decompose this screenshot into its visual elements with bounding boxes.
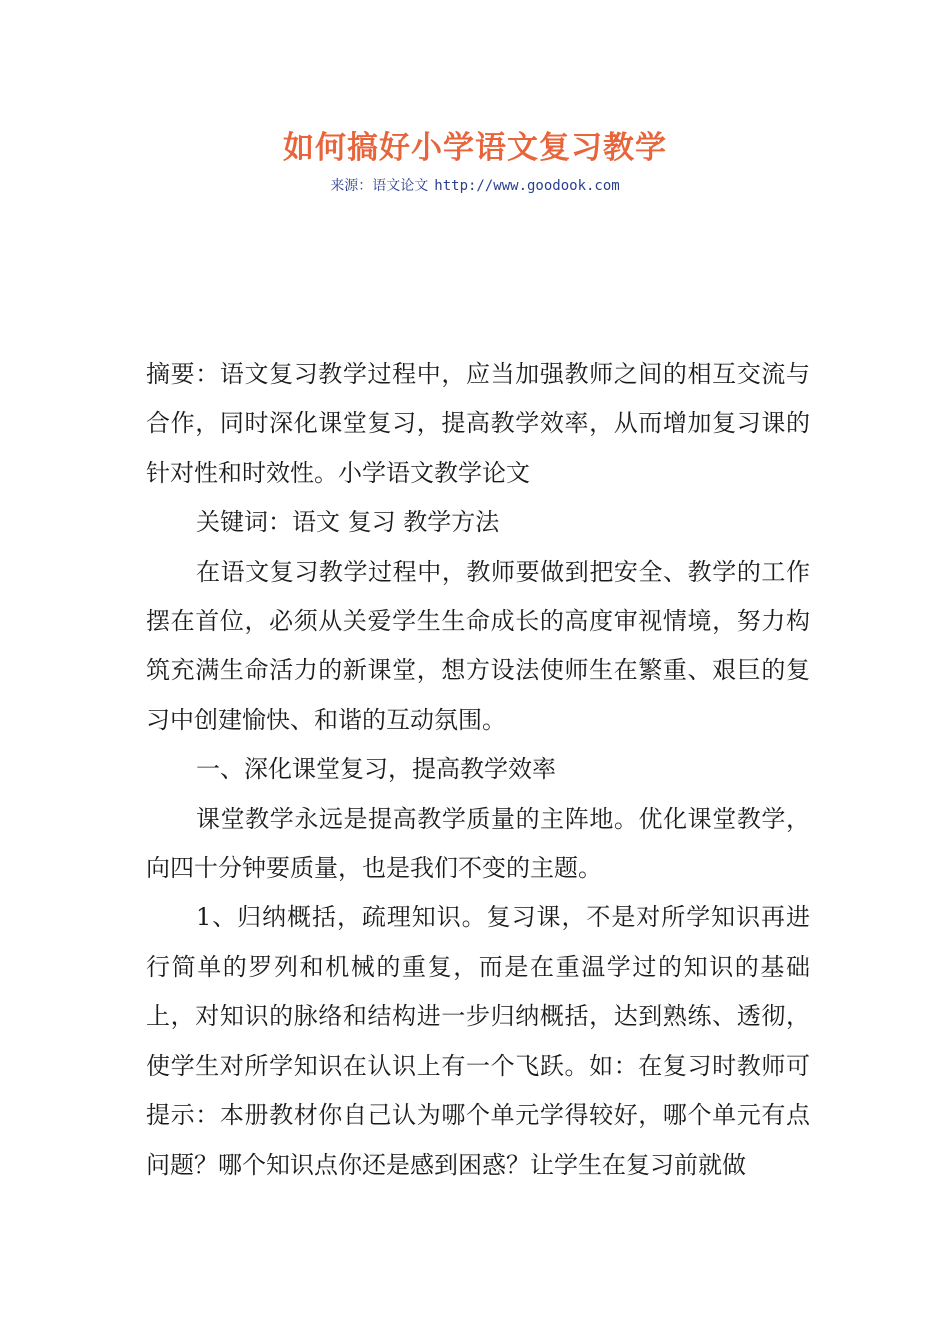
document-title: 如何搞好小学语文复习教学 [283, 130, 667, 166]
source-line [0, 176, 950, 197]
source-label: 来源：语文论文 [330, 178, 429, 194]
keywords-paragraph: 关键词：语文 复习 教学方法 [196, 508, 500, 537]
body-paragraph: 在语文复习教学过程中，教师要做到把安全、教学的工作摆在首位，必须从关爱学生生命成长的高度审视情境，努力构筑充满生命活力的新课堂，想方设法使师生在繁重、艰巨的复习中创建愉快、和谐的互动氛围。 [146, 557, 810, 734]
abstract-paragraph: 摘要：语文复习教学过程中，应当加强教师之间的相互交流与合作，同时深化课堂复习，提高教学效率，从而增加复习课的针对性和时效性。小学语文教学论文 [146, 360, 810, 487]
body-paragraph: 1、归纳概括，疏理知识。复习课，不是对所学知识再进行简单的罗列和机械的重复，而是在重温学过的知识的基础上，对知识的脉络和结构进一步归纳概括，达到熟练、透彻，使学生对所学知识在认识上有一个飞跃。如：在复习时教师可提示：本册教材你自己认为哪个单元学得较好，哪个单元有点问题？哪个知识点你还是感到困惑？让学生在复习前就做 [146, 903, 810, 1179]
document-body [146, 350, 810, 1190]
source-url: http://www.goodook.com [434, 178, 620, 194]
body-paragraph: 课堂教学永远是提高教学质量的主阵地。优化课堂教学，向四十分钟要质量，也是我们不变的主题。 [146, 804, 810, 883]
section-heading: 一、深化课堂复习，提高教学效率 [196, 755, 556, 784]
